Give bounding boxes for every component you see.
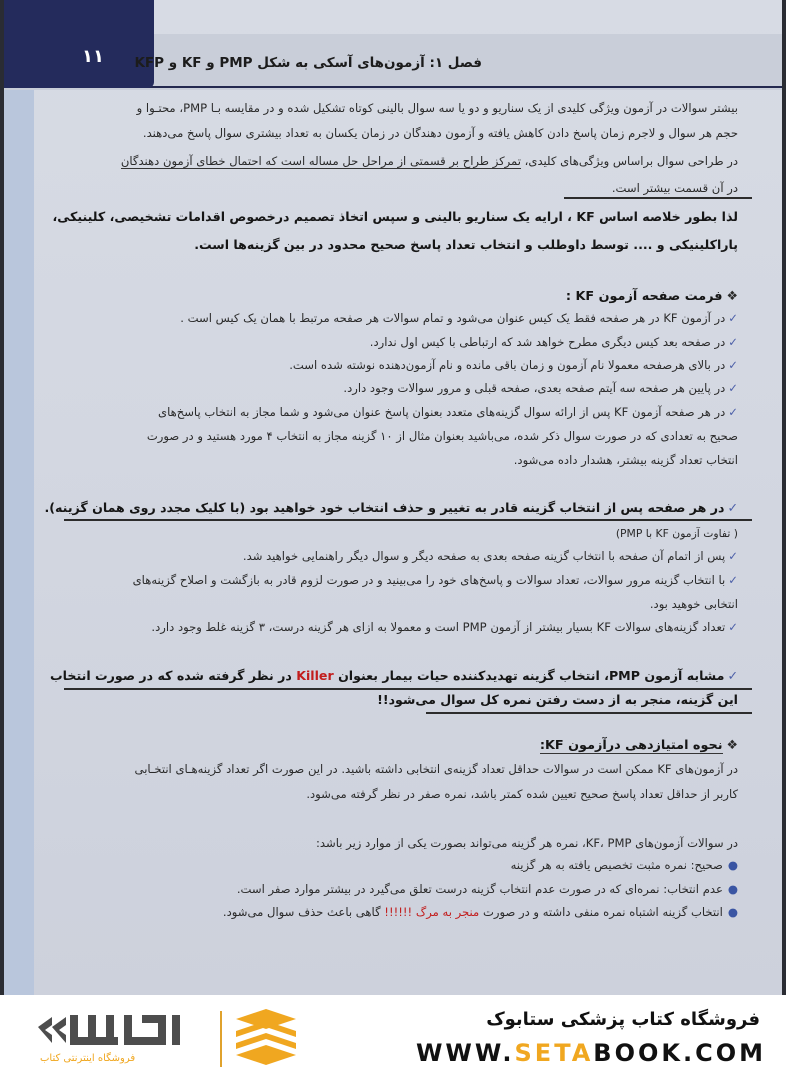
change-note: ✓در هر صفحه پس از انتخاب گزینه قادر به تغییر و حذف انتخاب خود خواهید بود (با کلیک مجدد روی همان گزینه). bbox=[44, 500, 738, 515]
check-icon: ✓ bbox=[728, 620, 738, 634]
scoring-bullet: ●صحیح: نمره مثبت تخصیص یافته به هر گزینه bbox=[510, 858, 738, 872]
diff-item: ✓با انتخاب گزینه مرور سوالات، تعداد سوالات و پاسخ‌های خود را می‌بینید و در صورت لزوم قادر به بازگشت و اصلاح گزینه‌های bbox=[132, 573, 738, 587]
format-multi-line: انتخاب تعداد گزینه بیشتر، هشدار داده می‌شود. bbox=[513, 453, 738, 467]
underline-mark bbox=[64, 688, 752, 690]
store-url: WWW.SETABOOK.COM bbox=[415, 1039, 766, 1067]
star-bullet-icon: ❖ bbox=[726, 289, 738, 304]
check-icon: ✓ bbox=[728, 405, 738, 419]
intro-line: حجم هر سوال و لاجرم زمان پاسخ دادن کاهش یافته و آزمون دهندگان در زمان یکسان به تعداد بیشتری سوال پاسخ می‌دهند. bbox=[142, 126, 738, 140]
check-icon: ✓ bbox=[728, 573, 738, 587]
underline-mark bbox=[564, 197, 752, 199]
check-icon: ✓ bbox=[728, 335, 738, 349]
page-number: ١١ bbox=[82, 46, 104, 67]
page-margin-strip bbox=[4, 90, 34, 995]
scoring-bullet: ●انتخاب گزینه اشتباه نمره منفی داشته و در صورت منجر به مرگ !!!!!! گاهی باعث حذف سوال می‌شود. bbox=[222, 905, 738, 919]
killer-label: Killer bbox=[296, 668, 334, 683]
store-footer bbox=[0, 995, 786, 1080]
format-multi-line: صحیح به تعدادی که در صورت سوال ذکر شده، می‌باشید بعنوان مثال از ۱۰ گزینه مجاز به انتخاب ۴ مورد هستید و در صورت bbox=[146, 429, 738, 443]
star-bullet-icon: ❖ bbox=[726, 738, 738, 753]
killer-note-line: این گزینه، منجر به از دست رفتن نمره کل سوال می‌شود!! bbox=[377, 692, 738, 707]
scoring-line: در آزمون‌های KF ممکن است در سوالات حداقل تعداد گزینه‌ی انتخابی داشته باشید. در این صورت اگر تعداد گزینه‌هـای انتخـابی bbox=[134, 762, 738, 776]
underline-mark bbox=[426, 712, 752, 714]
check-icon: ✓ bbox=[727, 500, 738, 515]
scoring-section-title: ❖نحوه امتیازدهی درآزمون KF: bbox=[539, 738, 738, 753]
store-name: فروشگاه کتاب پزشکی ستابوک bbox=[486, 1009, 760, 1030]
format-section-title: ❖فرمت صفحه آزمون KF : bbox=[565, 289, 738, 304]
scoring-line: کاربر از حداقل تعداد پاسخ صحیح تعیین شده کمتر باشد، نمره صفر در نظر گرفته می‌شود. bbox=[306, 787, 738, 801]
diff-item: ✓پس از اتمام آن صفحه با انتخاب گزینه صفحه بعدی به صفحه دیگر و سوال دیگر راهنمایی خواهید شد. bbox=[242, 549, 738, 563]
intro-line: بیشتر سوالات در آزمون ویژگی کلیدی از یک سناریو و دو یا سه سوال بالینی کوتاه تشکیل شده و در مقایسه بـا PMP، محتـوا و bbox=[136, 101, 738, 115]
check-icon: ✓ bbox=[728, 381, 738, 395]
scoring-intro: در سوالات آزمون‌های KF، PMP، نمره هر گزینه می‌تواند بصورت یکی از موارد زیر باشد: bbox=[316, 836, 738, 850]
bullet-dot-icon: ● bbox=[727, 905, 738, 919]
diff-section-title: ( تفاوت آزمون KF با PMP) bbox=[615, 527, 738, 540]
check-icon: ✓ bbox=[728, 311, 738, 325]
scoring-bullet: ●عدم انتخاب: نمره‌ای که در صورت عدم انتخاب گزینه درست تعلق می‌گیرد در بیشتر موارد صفر است. bbox=[236, 882, 738, 896]
page-number-tab bbox=[4, 0, 154, 88]
check-icon: ✓ bbox=[728, 549, 738, 563]
format-item: ✓در صفحه بعد کیس دیگری مطرح خواهد شد که ارتباطی با کیس اول ندارد. bbox=[369, 335, 738, 349]
logo-tagline: فروشگاه اینترنتی کتاب bbox=[40, 1053, 136, 1064]
format-multi-line: ✓در هر صفحه آزمون KF پس از ارائه سوال گزینه‌های متعدد بعنوان پاسخ عنوان می‌شود و شما مجاز به انتخاب پاسخ‌های bbox=[158, 405, 738, 419]
intro-underlined-text: تمرکز طراح بر قسمتی از مراحل حل مساله است که احتمال خطای آزمون دهندگان bbox=[120, 154, 521, 168]
bullet-dot-icon: ● bbox=[727, 882, 738, 896]
summary-line: لذا بطور خلاصه اساس KF ، ارایه یک سناریو بالینی و سپس اتخاذ تصمیم درخصوص اقدامات تشخیصی، کلینیکی، bbox=[52, 209, 738, 224]
header-rule bbox=[144, 86, 782, 88]
format-item: ✓در بالای هرصفحه معمولا نام آزمون و زمان باقی مانده و نام آزمون‌دهنده نوشته شده است. bbox=[289, 358, 738, 372]
diff-item: انتخابی خوهید بود. bbox=[649, 597, 738, 611]
check-icon: ✓ bbox=[728, 358, 738, 372]
killer-note-line: ✓مشابه آزمون PMP، انتخاب گزینه تهدیدکننده حیات بیمار بعنوان Killer در نظر گرفته شده که در صورت انتخاب bbox=[50, 668, 738, 683]
bullet-dot-icon: ● bbox=[727, 858, 738, 872]
diff-item: ✓تعداد گزینه‌های سوالات KF بسیار بیشتر از آزمون PMP است و معمولا به ازای هر گزینه درست، ۳ گزینه غلط وجود دارد. bbox=[151, 620, 738, 634]
check-icon: ✓ bbox=[727, 668, 738, 683]
book-page bbox=[4, 0, 782, 995]
intro-text: در طراحی سوال براساس ویژگی‌های کلیدی، bbox=[520, 154, 738, 168]
death-warning: منجر به مرگ !!!!!! bbox=[384, 905, 480, 919]
chapter-title: فصل ۱: آزمون‌های آسکی به شکل PMP و KF و KFP bbox=[134, 55, 482, 71]
summary-line: پاراکلینیکی و .... توسط داوطلب و انتخاب تعداد پاسخ صحیح محدود در بین گزینه‌ها است. bbox=[194, 237, 738, 252]
format-item: ✓در آزمون KF در هر صفحه فقط یک کیس عنوان می‌شود و تمام سوالات هر صفحه مرتبط با همان یک کیس است . bbox=[180, 311, 738, 325]
format-item: ✓در پایین هر صفحه سه آیتم صفحه بعدی، صفحه قبلی و مرور سوالات وجود دارد. bbox=[343, 381, 738, 395]
underline-mark bbox=[64, 519, 752, 521]
intro-line bbox=[121, 154, 738, 168]
intro-line: در آن قسمت بیشتر است. bbox=[611, 181, 738, 195]
